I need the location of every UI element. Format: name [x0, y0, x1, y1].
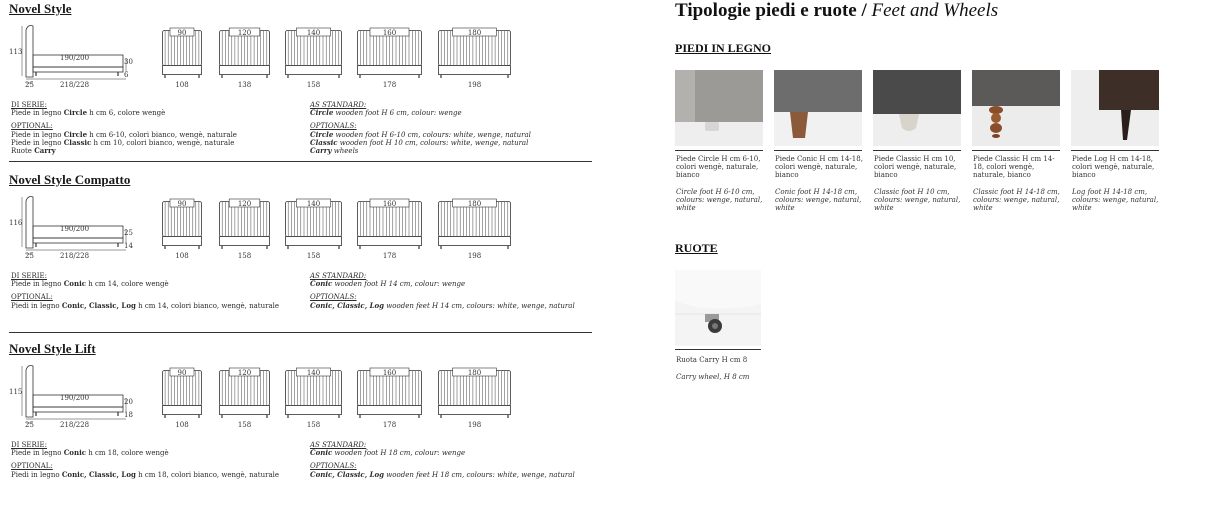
text-bold: Classic — [310, 137, 338, 147]
right_block-line: OPTIONALS: — [310, 293, 357, 302]
left_block-line — [11, 471, 279, 479]
foot-divider — [675, 150, 763, 151]
headboard-drawing — [162, 370, 202, 422]
mattress-label: 190/200 — [60, 394, 90, 402]
title-sub: Feet and Wheels — [866, 0, 999, 21]
dim-right-bottom: 6 — [124, 71, 129, 79]
text-pre: Piede in legno — [11, 449, 64, 458]
text-post: wooden foot H 6 cm, colour: wenge — [333, 109, 462, 118]
headboard-drawing — [438, 201, 511, 253]
section-divider — [9, 161, 592, 162]
height-label: 113 — [9, 48, 23, 56]
headboard-width-label: 90 — [177, 29, 187, 37]
depth-label: 25 — [25, 81, 34, 89]
headboard-overall-label: 158 — [306, 81, 321, 89]
foot-caption-it: Piede Classic H cm 14-18, colori wengè, naturale, bianco — [973, 155, 1055, 180]
dim-right-bottom: 18 — [124, 411, 133, 419]
headboard-drawing — [438, 30, 511, 82]
left_block-line — [11, 131, 237, 139]
text-bold: Classic — [63, 137, 92, 147]
headboard-width-label: 90 — [177, 200, 187, 208]
bed-section — [0, 0, 600, 170]
headboard-width-label: 180 — [467, 200, 482, 208]
text-bold: Carry — [34, 146, 56, 155]
text-bold: Conic, Classic, Log — [61, 469, 136, 479]
foot-photo — [972, 70, 1060, 146]
text-pre: Piedi in legno — [11, 301, 62, 310]
right_block-line — [310, 109, 462, 117]
left_block-line — [11, 147, 56, 155]
text-bold: Circle — [310, 129, 334, 139]
text-bold: Circle — [63, 108, 88, 118]
headboard-overall-label: 178 — [382, 81, 397, 89]
headboard-overall-label: 138 — [237, 81, 252, 89]
dim-right-bottom: 14 — [124, 242, 133, 250]
left_block-line: DI SERIE: — [11, 272, 48, 280]
headboard-drawing — [285, 370, 342, 422]
headboard-width-label: 140 — [306, 29, 321, 37]
text-post: wheels — [331, 147, 359, 155]
wheel-caption-en: Carry wheel, H 8 cm — [676, 373, 750, 381]
length-label: 218/228 — [60, 81, 90, 89]
length-label: 218/228 — [60, 252, 90, 260]
mattress-label: 190/200 — [60, 225, 90, 233]
right_block-line — [310, 131, 531, 139]
left_block-line: DI SERIE: — [11, 101, 48, 109]
left_block-line: OPTIONAL: — [11, 122, 53, 131]
left_block-line: DI SERIE: — [11, 441, 48, 449]
text-post: h cm 6-10, colori bianco, wengè, naturale — [87, 130, 237, 139]
headboard-drawing — [357, 201, 422, 253]
headboard-width-label: 120 — [237, 29, 252, 37]
text-bold: Conic — [63, 448, 86, 458]
section-title: Novel Style — [9, 1, 72, 16]
headboard-overall-label: 158 — [306, 252, 321, 260]
page-title — [675, 0, 998, 22]
right_block-line — [310, 302, 575, 310]
text-bold: Conic, Classic, Log — [310, 469, 385, 479]
wheels-heading: RUOTE — [675, 241, 718, 255]
headboard-drawing — [162, 201, 202, 253]
headboard-drawing — [357, 30, 422, 82]
foot-divider — [1071, 150, 1159, 151]
headboard-width-label: 140 — [306, 369, 321, 377]
text-pre: Ruote — [11, 147, 35, 155]
right_block-line — [310, 449, 465, 457]
foot-divider — [774, 150, 862, 151]
bed-section — [0, 171, 600, 341]
text-post: h cm 6, colore wengè — [87, 109, 166, 118]
foot-caption-it: Piede Conic H cm 14-18, colori wengè, naturale, bianco — [775, 155, 863, 180]
classic-foot-icon — [873, 70, 961, 146]
left_block-line: OPTIONAL: — [11, 462, 53, 471]
headboard-drawing — [438, 370, 511, 422]
dim-right-top: 20 — [124, 398, 133, 406]
text-post: wooden foot H 6-10 cm, colours: white, wenge, natural — [333, 130, 531, 139]
right_block-line — [310, 280, 465, 288]
text-bold: Conic — [63, 279, 86, 289]
foot-photo — [675, 70, 763, 146]
foot-divider — [873, 150, 961, 151]
text-post: wooden foot H 10 cm, colours: white, wenge, natural — [337, 138, 529, 147]
text-post: h cm 18, colore wengè — [86, 449, 169, 458]
text-post: h cm 18, colori bianco, wengè, naturale — [135, 470, 279, 479]
text-post: wooden foot H 18 cm, colour: wenge — [332, 449, 466, 458]
text-post: wooden feet H 14 cm, colours: white, wenge, natural — [384, 301, 575, 310]
headboard-width-label: 120 — [237, 369, 252, 377]
carry-wheel-photo — [675, 270, 761, 346]
right_block-line: AS STANDARD: — [310, 101, 367, 109]
headboard-drawing — [219, 201, 270, 253]
foot-caption-en: Classic foot H 10 cm, colours: wenge, natural, white — [874, 188, 961, 213]
headboard-width-label: 160 — [382, 200, 397, 208]
conic-foot-icon — [774, 70, 862, 146]
left_block-line — [11, 109, 165, 117]
text-post: h cm 14, colori bianco, wengè, naturale — [135, 301, 279, 310]
right_block-line — [310, 147, 358, 155]
right_block-line: OPTIONALS: — [310, 122, 357, 131]
headboard-width-label: 160 — [382, 369, 397, 377]
foot-caption-en: Conic foot H 14-18 cm, colours: wenge, natural, white — [775, 188, 862, 213]
right_block-line: OPTIONALS: — [310, 462, 357, 471]
right_block-line: AS STANDARD: — [310, 272, 367, 280]
foot-photo — [774, 70, 862, 146]
headboard-overall-label: 178 — [382, 421, 397, 429]
headboard-overall-label: 158 — [237, 252, 252, 260]
headboard-overall-label: 198 — [467, 421, 482, 429]
foot-caption-it: Piede Circle H cm 6-10, colori wengè, naturale, bianco — [676, 155, 761, 180]
headboard-overall-label: 108 — [175, 252, 189, 260]
carry-wheel-icon — [675, 270, 761, 346]
text-bold: Carry — [310, 146, 332, 155]
bed-section — [0, 340, 600, 510]
text-post: wooden feet H 18 cm, colours: white, wenge, natural — [384, 470, 575, 479]
height-label: 116 — [9, 219, 23, 227]
foot-caption-it: Piede Classic H cm 10, colori wengè, naturale, bianco — [874, 155, 957, 180]
headboard-overall-label: 198 — [467, 252, 482, 260]
left_block-line — [11, 302, 279, 310]
text-bold: Circle — [63, 129, 88, 139]
headboard-width-label: 140 — [306, 200, 321, 208]
right_block-line — [310, 471, 575, 479]
height-label: 115 — [9, 388, 23, 396]
right_block-line: AS STANDARD: — [310, 441, 367, 449]
headboard-width-label: 90 — [177, 369, 187, 377]
foot-caption-en: Classic foot H 14-18 cm, colours: wenge, natural, white — [973, 188, 1060, 213]
headboard-drawing — [285, 30, 342, 82]
headboard-width-label: 180 — [467, 369, 482, 377]
text-post: wooden foot H 14 cm, colour: wenge — [332, 280, 466, 289]
headboard-width-label: 160 — [382, 29, 397, 37]
section-title: Novel Style Lift — [9, 341, 96, 356]
legs-heading: PIEDI IN LEGNO — [675, 41, 772, 55]
text-pre: Piedi in legno — [11, 470, 62, 479]
headboard-width-label: 180 — [467, 29, 482, 37]
depth-label: 25 — [25, 252, 34, 260]
headboard-drawing — [219, 30, 270, 82]
foot-caption-en: Circle foot H 6-10 cm, colours: wenge, natural, white — [676, 188, 763, 213]
circle-foot-icon — [675, 70, 763, 146]
text-post: h cm 10, colori bianco, wengè, naturale — [91, 138, 235, 147]
text-bold: Conic, Classic, Log — [61, 300, 136, 310]
foot-divider — [972, 150, 1060, 151]
mattress-label: 190/200 — [60, 54, 90, 62]
text-pre: Piede in legno — [11, 280, 64, 289]
headboard-width-label: 120 — [237, 200, 252, 208]
classic-turned-foot-icon — [972, 70, 1060, 146]
left_block-line — [11, 280, 169, 288]
depth-label: 25 — [25, 421, 34, 429]
headboard-overall-label: 198 — [467, 81, 482, 89]
length-label: 218/228 — [60, 421, 90, 429]
text-pre: Piede in legno — [11, 138, 64, 147]
text-bold: Conic, Classic, Log — [310, 300, 385, 310]
headboard-drawing — [162, 30, 202, 82]
left_block-line: OPTIONAL: — [11, 293, 53, 302]
wheel-caption-it: Ruota Carry H cm 8 — [676, 356, 748, 364]
foot-caption-it: Piede Log H cm 14-18, colori wengè, naturale, bianco — [1072, 155, 1155, 180]
text-pre: Piede in legno — [11, 130, 64, 139]
headboard-drawing — [285, 201, 342, 253]
dim-right-top: 30 — [124, 58, 133, 66]
headboard-overall-label: 108 — [175, 81, 189, 89]
section-divider — [9, 332, 592, 333]
right_block-line — [310, 139, 528, 147]
foot-photo — [873, 70, 961, 146]
wheel-divider — [675, 349, 761, 350]
foot-caption-en: Log foot H 14-18 cm, colours: wenge, natural, white — [1072, 188, 1159, 213]
title-main: Tipologie piedi e ruote / — [675, 0, 867, 21]
text-pre: Piede in legno — [11, 109, 64, 118]
text-post: h cm 14, colore wengè — [86, 280, 169, 289]
headboard-drawing — [219, 370, 270, 422]
text-bold: Conic — [310, 279, 333, 289]
headboard-overall-label: 158 — [237, 421, 252, 429]
text-bold: Conic — [310, 448, 333, 458]
headboard-overall-label: 108 — [175, 421, 189, 429]
headboard-overall-label: 158 — [306, 421, 321, 429]
headboard-drawing — [357, 370, 422, 422]
left_block-line — [11, 449, 169, 457]
text-bold: Circle — [310, 108, 334, 118]
headboard-overall-label: 178 — [382, 252, 397, 260]
log-foot-icon — [1071, 70, 1159, 146]
section-title: Novel Style Compatto — [9, 172, 131, 187]
foot-photo — [1071, 70, 1159, 146]
dim-right-top: 25 — [124, 229, 133, 237]
